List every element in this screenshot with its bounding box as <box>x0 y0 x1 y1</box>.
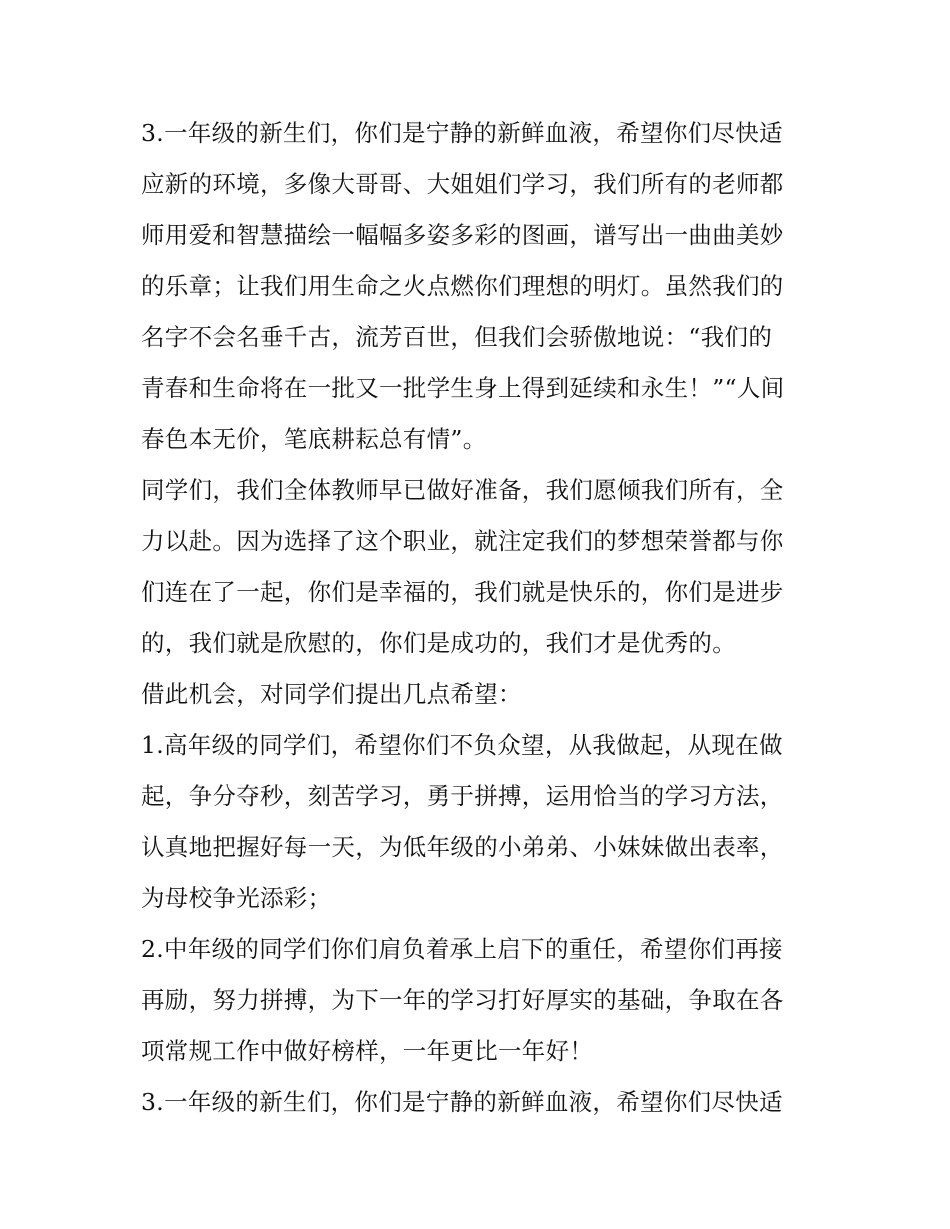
text-line: 借此机会，对同学们提出几点希望： <box>141 680 522 708</box>
text-line: 项常规工作中做好榜样，一年更比一年好！ <box>141 1037 594 1065</box>
text-line: 春色本无价，笔底耕耘总有情”。 <box>141 425 487 453</box>
text-line: 们连在了一起，你们是幸福的，我们就是快乐的，你们是进步 <box>141 578 784 606</box>
text-line: 的乐章；让我们用生命之火点燃你们理想的明灯。虽然我们的 <box>141 272 784 300</box>
text-line: 起，争分夺秒，刻苦学习，勇于拼搏，运用恰当的学习方法， <box>141 782 784 810</box>
text-line: 认真地把握好每一天，为低年级的小弟弟、小妹妹做出表率， <box>141 833 784 861</box>
document-body <box>141 108 821 1128</box>
text-line: 再励，努力拼搏，为下一年的学习打好厚实的基础，争取在各 <box>141 986 784 1014</box>
text-line: 3.一年级的新生们，你们是宁静的新鲜血液，希望你们尽快适 <box>141 119 783 147</box>
text-line: 师用爱和智慧描绘一幅幅多姿多彩的图画，谱写出一曲曲美妙 <box>141 221 784 249</box>
text-line: 2.中年级的同学们你们肩负着承上启下的重任，希望你们再接 <box>141 935 783 963</box>
text-line: 力以赴。因为选择了这个职业，就注定我们的梦想荣誉都与你 <box>141 527 784 555</box>
text-line: 3.一年级的新生们，你们是宁静的新鲜血液，希望你们尽快适 <box>141 1088 783 1116</box>
text-line: 名字不会名垂千古，流芳百世，但我们会骄傲地说：“我们的 <box>141 323 773 351</box>
text-line: 应新的环境，多像大哥哥、大姐姐们学习，我们所有的老师都 <box>141 170 784 198</box>
text-line: 为母校争光添彩； <box>141 884 332 912</box>
text-line: 同学们，我们全体教师早已做好准备，我们愿倾我们所有，全 <box>141 476 784 504</box>
text-line: 的，我们就是欣慰的，你们是成功的，我们才是优秀的。 <box>141 629 736 657</box>
text-line: 1.高年级的同学们，希望你们不负众望，从我做起，从现在做 <box>141 731 783 759</box>
text-line: 青春和生命将在一批又一批学生身上得到延续和永生！”“人间 <box>141 374 785 402</box>
